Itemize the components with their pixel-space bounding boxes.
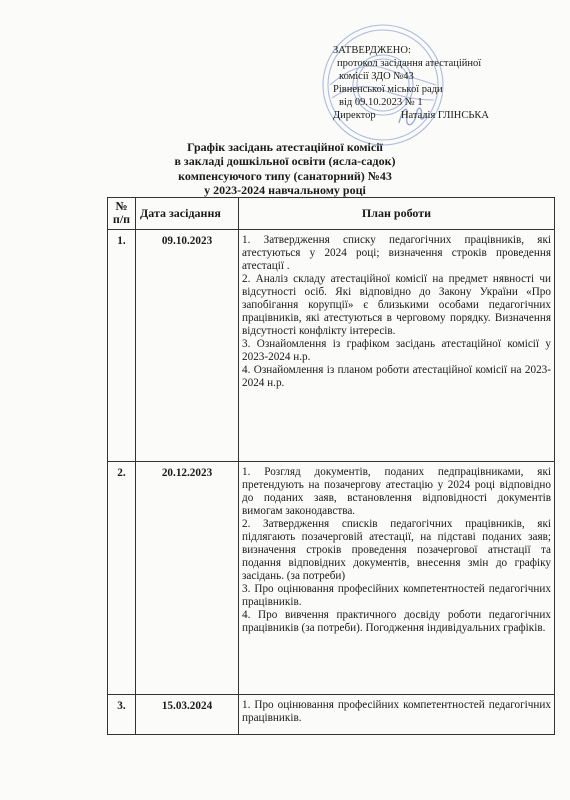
row-number: 1. <box>108 230 136 462</box>
plan-item: 4. Про вивчення практичного досвіду роботи педагогічних працівників (за потреби). Погодження індивідуальних графіків. <box>242 609 551 634</box>
plan-item: 1. Розгляд документів, поданих педпрацівниками, які претендують на позачергову атестацію у 2024 році відповідно до поданих заяв, встановлення відповідності документів вимогам законодавства. <box>242 466 551 517</box>
title-line-4: у 2023-2024 навчальному році <box>204 182 366 197</box>
plan-item: 3. Про оцінювання професійних компетентностей педагогічних працівників. <box>242 583 551 608</box>
schedule-table <box>107 197 555 735</box>
row-number: 2. <box>108 462 136 695</box>
row-plan <box>239 695 555 735</box>
approval-block <box>333 44 565 122</box>
table-row <box>108 230 555 462</box>
header-number-line-2: п/п <box>112 212 131 226</box>
approval-date: від 09.10.2023 № 1 <box>339 97 423 108</box>
row-date: 09.10.2023 <box>136 230 239 462</box>
row-number: 3. <box>108 695 136 735</box>
approval-council: Рівненської міської ради <box>333 84 443 95</box>
table-row <box>108 695 555 735</box>
plan-item: 1. Про оцінювання професійних компетентностей педагогічних працівників. <box>242 699 551 724</box>
document-title <box>0 140 570 197</box>
approval-heading: ЗАТВЕРДЖЕНО: <box>333 45 411 56</box>
plan-item: 3. Ознайомлення із графіком засідань атестаційної комісії у 2023-2024 н.р. <box>242 338 551 363</box>
title-line-2: в закладі дошкільної освіти (ясла-садок) <box>174 154 396 169</box>
plan-item: 1. Затвердження списку педагогічних працівників, які атестуються у 2024 році; визначення строків проведення атестації . <box>242 234 551 272</box>
approval-commission: комісії ЗДО №43 <box>339 71 414 82</box>
approval-director <box>333 109 565 122</box>
plan-item: 4. Ознайомлення із планом роботи атестаційної комісії на 2023-2024 н.р. <box>242 364 551 389</box>
header-number <box>108 198 136 230</box>
header-number-line-1: № <box>115 199 128 213</box>
row-date: 20.12.2023 <box>136 462 239 695</box>
row-plan <box>239 462 555 695</box>
row-date: 15.03.2024 <box>136 695 239 735</box>
table-header-row <box>108 198 555 230</box>
title-line-3: компенсуючого типу (санаторний) №43 <box>178 168 392 183</box>
plan-item: 2. Затвердження списків педагогічних працівників, які підлягають позачерговій атестації, на підставі поданих заяв; визначення строків проведення позачергової атнстації та подання відповідних документів, внесення змін до графіку засідань. (за потреби) <box>242 518 551 582</box>
table-row <box>108 462 555 695</box>
header-plan: План роботи <box>239 198 555 230</box>
title-line-1: Графік засідань атестаційної комісії <box>187 140 383 154</box>
row-plan <box>239 230 555 462</box>
director-label: Директор <box>333 110 376 121</box>
plan-item: 2. Аналіз складу атестаційної комісії на предмет нявності чи відсутності осіб. Які відповідно до Закону України «Про запобігання корупції» є близькими особами педагогічних працівників, які атестуються в черговому порядку. Визначення відсутності конфлікту інтересів. <box>242 273 551 337</box>
director-name: Наталія ГЛІНСЬКА <box>400 110 490 121</box>
approval-protocol: протокол засідання атестаційної <box>337 58 482 69</box>
header-date: Дата засідання <box>136 198 239 230</box>
